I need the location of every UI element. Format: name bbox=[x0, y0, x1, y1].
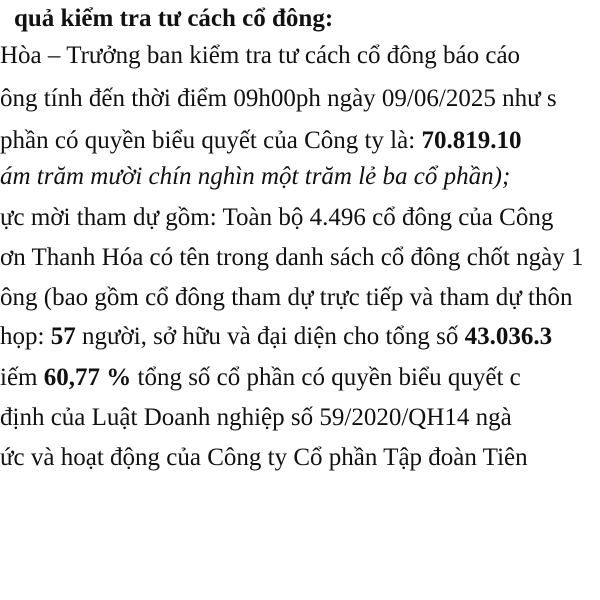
text-segment: định của Luật Doanh nghiệp số 59/2020/QH14 ngà bbox=[0, 404, 512, 431]
text-line-9 bbox=[0, 363, 521, 393]
text-segment: ông tính đến thời điểm 09h00ph ngày 09/06/2025 như s bbox=[0, 85, 557, 112]
text-line-8 bbox=[0, 322, 552, 352]
text-segment: ức và hoạt động của Công ty Cổ phần Tập đoàn Tiên bbox=[0, 444, 528, 471]
text-line-5 bbox=[0, 203, 553, 233]
text-segment: họp: bbox=[0, 323, 51, 350]
text-line-11 bbox=[0, 443, 528, 473]
text-line-2 bbox=[0, 84, 557, 114]
text-line-3 bbox=[0, 126, 521, 156]
represented-shares-value: 43.036.3 bbox=[464, 323, 553, 350]
text-segment: ơn Thanh Hóa có tên trong danh sách cổ đông chốt ngày 1 bbox=[0, 244, 584, 271]
attendee-count: 57 bbox=[50, 323, 76, 350]
text-line-10 bbox=[0, 403, 512, 433]
text-segment: iếm bbox=[0, 364, 44, 391]
text-segment: tổng số cổ phần có quyền biểu quyết c bbox=[131, 364, 521, 391]
text-segment: Hòa – Trưởng ban kiểm tra tư cách cổ đông báo cáo bbox=[0, 42, 521, 69]
text-line-6 bbox=[0, 243, 583, 273]
text-segment: ực mời tham dự gồm: Toàn bộ 4.496 cổ đông của Công bbox=[0, 204, 554, 231]
text-segment: ông (bao gồm cổ đông tham dự trực tiếp và tham dự thôn bbox=[0, 284, 573, 311]
attendance-percentage: 60,77 % bbox=[43, 364, 132, 391]
text-line-7 bbox=[0, 283, 573, 313]
total-shares-value: 70.819.10 bbox=[421, 127, 522, 154]
text-segment: người, sở hữu và đại diện cho tổng số bbox=[75, 323, 465, 350]
text-line-4 bbox=[0, 162, 510, 192]
text-segment: ám trăm mười chín nghìn một trăm lẻ ba cổ phần); bbox=[0, 163, 511, 190]
section-heading: quả kiểm tra tư cách cổ đông: bbox=[14, 5, 334, 32]
text-line-1 bbox=[0, 41, 520, 71]
text-segment: phần có quyền biểu quyết của Công ty là: bbox=[0, 127, 422, 154]
